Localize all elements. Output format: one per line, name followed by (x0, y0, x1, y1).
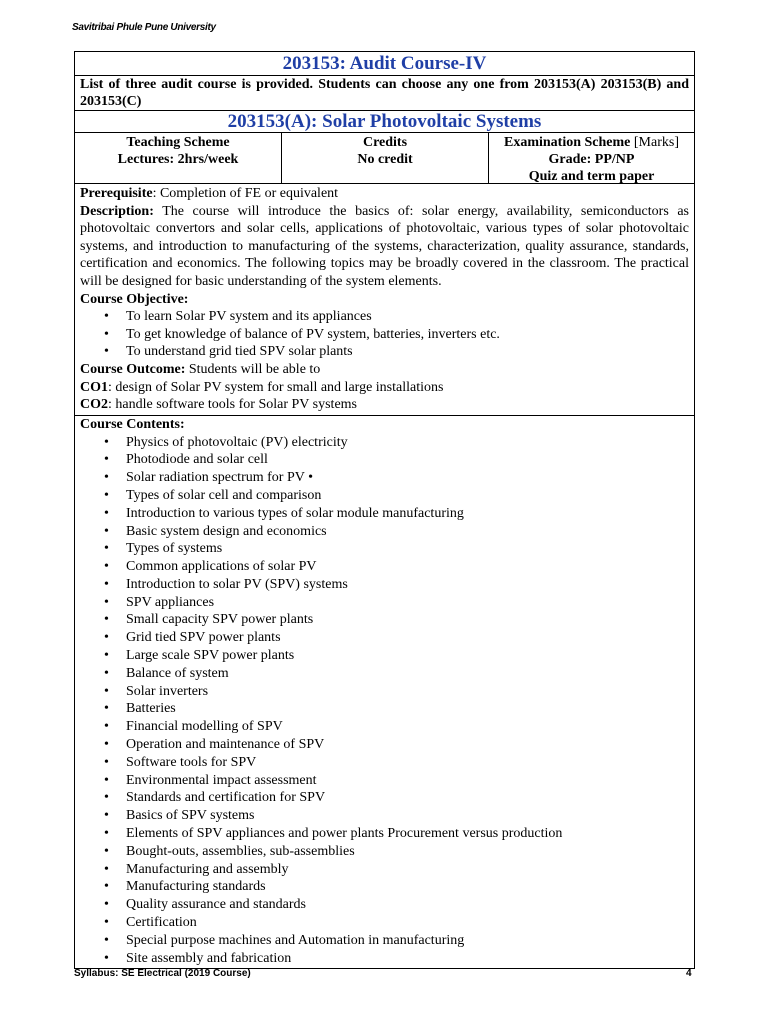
teaching-scheme-value: Lectures: 2hrs/week (117, 152, 239, 167)
exam-grade: Grade: PP/NP (548, 152, 635, 167)
prerequisite-label: Prerequisite (80, 186, 153, 201)
co2-text: : handle software tools for Solar PV systems (108, 397, 357, 413)
exam-scheme-cell (488, 133, 694, 183)
contents-list (80, 434, 689, 968)
course-title: 203153: Audit Course-IV (75, 52, 694, 76)
description-paragraph (80, 203, 689, 291)
contents-item: • Large scale SPV power plants (80, 647, 689, 665)
contents-item: • Manufacturing standards (80, 878, 689, 896)
contents-item: • Site assembly and fabrication (80, 950, 689, 968)
contents-item: • Types of systems (80, 540, 689, 558)
contents-item: • Introduction to various types of solar module manufacturing (80, 505, 689, 523)
objective-item: • To get knowledge of balance of PV system, batteries, inverters etc. (80, 326, 689, 344)
contents-item: • Financial modelling of SPV (80, 718, 689, 736)
exam-scheme-heading-line (489, 134, 694, 151)
contents-item: • Special purpose machines and Automation in manufacturing (80, 932, 689, 950)
contents-item: • Solar inverters (80, 683, 689, 701)
contents-item: • Grid tied SPV power plants (80, 629, 689, 647)
contents-item: • Software tools for SPV (80, 754, 689, 772)
description-text: The course will introduce the basics of: solar energy, availability, semiconductors as photovoltaic convertors and solar cells, applications of photovoltaic, various types of solar photovoltaic systems, and introduction to manufacturing of the systems, characterization, quality assurance, standards, certification and economics. The following topics may be broadly covered in the classroom. The practical will be designed for basic understanding of the system elements. (80, 203, 689, 289)
credits-cell (281, 133, 488, 183)
scheme-row (75, 133, 694, 184)
contents-item: • Quality assurance and standards (80, 896, 689, 914)
contents-item: • Physics of photovoltaic (PV) electricity (80, 434, 689, 452)
university-header: Savitribai Phule Pune University (72, 22, 216, 33)
course-intro: List of three audit course is provided. Students can choose any one from 203153(A) 203153(B) and 203153(C) (75, 76, 694, 111)
objective-item: • To learn Solar PV system and its appliances (80, 308, 689, 326)
objective-list (80, 308, 689, 361)
prerequisite-text: : Completion of FE or equivalent (152, 186, 339, 201)
contents-item: • SPV appliances (80, 594, 689, 612)
syllabus-table (74, 51, 695, 969)
contents-item: • Certification (80, 914, 689, 932)
credits-value: No credit (357, 152, 413, 167)
prerequisite-line (80, 185, 689, 203)
contents-label: Course Contents: (80, 416, 185, 432)
contents-item: • Common applications of solar PV (80, 558, 689, 576)
objective-label: Course Objective: (80, 291, 189, 307)
course-contents (75, 416, 694, 969)
outcome-line (80, 361, 689, 379)
contents-item: • Small capacity SPV power plants (80, 611, 689, 629)
description-label: Description: (80, 203, 154, 219)
contents-item: • Bought-outs, assemblies, sub-assemblies (80, 843, 689, 861)
contents-item: • Manufacturing and assembly (80, 861, 689, 879)
teaching-scheme-heading: Teaching Scheme (126, 135, 230, 150)
objective-item: • To understand grid tied SPV solar plants (80, 343, 689, 361)
contents-item: • Basic system design and economics (80, 523, 689, 541)
page-number: 4 (686, 968, 692, 979)
course-subtitle: 203153(A): Solar Photovoltaic Systems (75, 111, 694, 133)
exam-mode: Quiz and term paper (528, 169, 655, 184)
co1-line (80, 379, 689, 397)
contents-item: • Introduction to solar PV (SPV) systems (80, 576, 689, 594)
co2-line (80, 396, 689, 414)
course-details (75, 184, 694, 416)
co1-label: CO1 (80, 379, 108, 395)
contents-item: • Balance of system (80, 665, 689, 683)
contents-item: • Batteries (80, 700, 689, 718)
teaching-scheme-cell (75, 133, 281, 183)
contents-item: • Standards and certification for SPV (80, 789, 689, 807)
contents-item: • Operation and maintenance of SPV (80, 736, 689, 754)
co1-text: : design of Solar PV system for small and large installations (108, 379, 444, 395)
exam-scheme-marks: [Marks] (633, 135, 679, 150)
exam-scheme-heading: Examination Scheme (504, 135, 631, 150)
footer-syllabus: Syllabus: SE Electrical (2019 Course) (74, 968, 251, 979)
contents-item: • Solar radiation spectrum for PV • (80, 469, 689, 487)
contents-item: • Environmental impact assessment (80, 772, 689, 790)
outcome-label: Course Outcome: (80, 361, 186, 377)
co2-label: CO2 (80, 397, 108, 413)
contents-item: • Basics of SPV systems (80, 807, 689, 825)
credits-heading: Credits (362, 135, 408, 150)
contents-item: • Types of solar cell and comparison (80, 487, 689, 505)
outcome-text: Students will be able to (185, 361, 321, 377)
contents-item: • Photodiode and solar cell (80, 451, 689, 469)
contents-item: • Elements of SPV appliances and power plants Procurement versus production (80, 825, 689, 843)
